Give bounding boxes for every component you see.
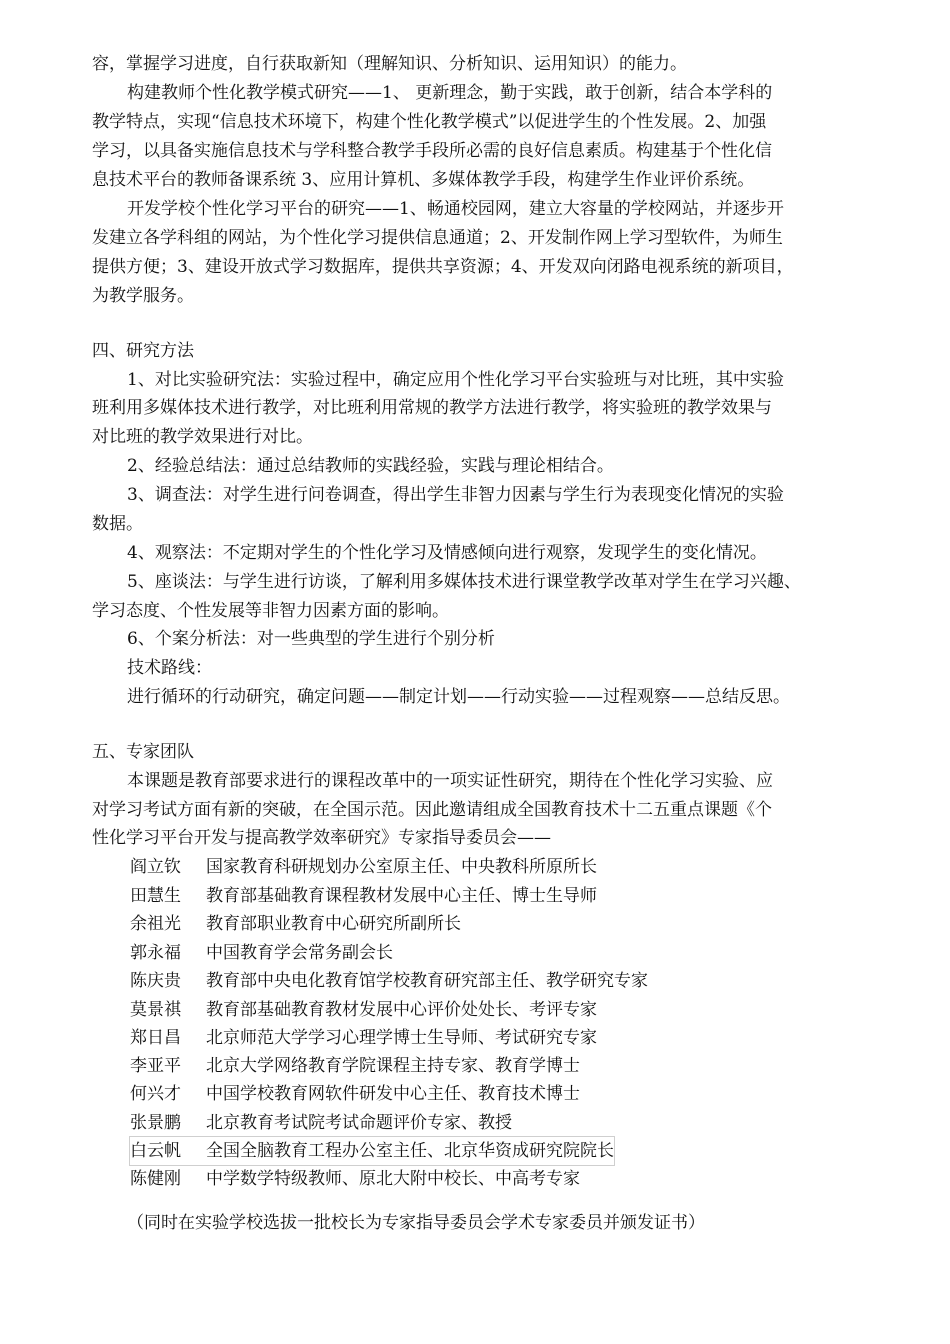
expert-list-item <box>130 1052 580 1080</box>
expert-title: 北京教育考试院考试命题评价专家、教授 <box>206 1113 512 1133</box>
expert-list-item <box>130 910 461 938</box>
paragraph-line: 6、个案分析法：对一些典型的学生进行个别分析 <box>127 629 495 649</box>
paragraph-line: 进行循环的行动研究，确定问题——制定计划——行动实验——过程观察——总结反思。 <box>127 687 790 707</box>
expert-list-item <box>130 1137 614 1165</box>
expert-list-item <box>130 967 648 995</box>
expert-name: 莫景祺 <box>130 1000 181 1020</box>
paragraph-line: 本课题是教育部要求进行的课程改革中的一项实证性研究，期待在个性化学习实验、应 <box>127 771 773 791</box>
paragraph-line: 5、座谈法：与学生进行访谈，了解利用多媒体技术进行课堂教学改革对学生在学习兴趣、 <box>127 572 801 592</box>
expert-name: 郭永福 <box>130 943 181 963</box>
paragraph-line: 学习态度、个性发展等非智力因素方面的影响。 <box>92 601 449 621</box>
paragraph-line: 3、调查法：对学生进行问卷调查，得出学生非智力因素与学生行为表现变化情况的实验 <box>127 485 784 505</box>
paragraph-line: 对学习考试方面有新的突破，在全国示范。因此邀请组成全国教育技术十二五重点课题《个 <box>92 800 772 820</box>
paragraph-line: 对比班的教学效果进行对比。 <box>92 427 313 447</box>
expert-title: 教育部职业教育中心研究所副所长 <box>206 914 461 934</box>
expert-name: 郑日昌 <box>130 1028 181 1048</box>
expert-name: 陈健刚 <box>130 1169 181 1189</box>
paragraph-line: 4、观察法：不定期对学生的个性化学习及情感倾向进行观察，发现学生的变化情况。 <box>127 543 767 563</box>
section-heading: 四、研究方法 <box>92 341 194 361</box>
paragraph-line: 容，掌握学习进度，自行获取新知（理解知识、分析知识、运用知识）的能力。 <box>92 54 687 74</box>
paragraph-line: 性化学习平台开发与提高教学效率研究》专家指导委员会—— <box>92 828 551 848</box>
expert-title: 教育部中央电化教育馆学校教育研究部主任、教学研究专家 <box>206 971 648 991</box>
expert-title: 教育部基础教育教材发展中心评价处处长、考评专家 <box>206 1000 597 1020</box>
paragraph-line: 为教学服务。 <box>92 286 194 306</box>
expert-name: 阎立钦 <box>130 857 181 877</box>
paragraph-line: 学习，以具备实施信息技术与学科整合教学手段所必需的良好信息素质。构建基于个性化信 <box>92 141 772 161</box>
paragraph-line: 1、对比实验研究法：实验过程中，确定应用个性化学习平台实验班与对比班，其中实验 <box>127 370 784 390</box>
paragraph-line: 2、经验总结法：通过总结教师的实践经验，实践与理论相结合。 <box>127 456 614 476</box>
expert-name: 何兴才 <box>130 1084 181 1104</box>
paragraph-line: 班利用多媒体技术进行教学，对比班利用常规的教学方法进行教学，将实验班的教学效果与 <box>92 398 772 418</box>
expert-title: 中国教育学会常务副会长 <box>206 943 393 963</box>
expert-name: 陈庆贵 <box>130 971 181 991</box>
expert-name: 李亚平 <box>130 1056 181 1076</box>
expert-list-item <box>130 1024 597 1052</box>
expert-list-item <box>130 882 597 910</box>
expert-title: 全国全脑教育工程办公室主任、北京华资成研究院院长 <box>206 1141 614 1161</box>
paragraph-line: 发建立各学科组的网站，为个性化学习提供信息通道；2、开发制作网上学习型软件，为师生 <box>92 228 783 248</box>
expert-name: 张景鹏 <box>130 1113 181 1133</box>
paragraph-line: 教学特点，实现“信息技术环境下，构建个性化教学模式”以促进学生的个性发展。2、加强 <box>92 112 767 132</box>
expert-title: 北京大学网络教育学院课程主持专家、教育学博士 <box>206 1056 580 1076</box>
expert-list-item <box>130 1165 580 1193</box>
expert-list-item <box>130 939 393 967</box>
expert-title: 教育部基础教育课程教材发展中心主任、博士生导师 <box>206 886 597 906</box>
expert-name: 余祖光 <box>130 914 181 934</box>
expert-list-item <box>130 1109 512 1137</box>
section-heading: 五、专家团队 <box>92 742 194 762</box>
paragraph-line: 技术路线： <box>127 658 212 678</box>
paragraph-line: 息技术平台的教师备课系统 3、应用计算机、多媒体教学手段，构建学生作业评价系统。 <box>92 170 755 190</box>
expert-title: 国家教育科研规划办公室原主任、中央教科所原所长 <box>206 857 597 877</box>
expert-name: 白云帆 <box>130 1141 181 1161</box>
expert-title: 中国学校教育网软件研发中心主任、教育技术博士 <box>206 1084 580 1104</box>
paragraph-line: 构建教师个性化教学模式研究——1、 更新理念，勤于实践，敢于创新，结合本学科的 <box>127 83 773 103</box>
expert-list-item <box>130 996 597 1024</box>
expert-title: 中学数学特级教师、原北大附中校长、中高考专家 <box>206 1169 580 1189</box>
expert-list-item <box>130 853 597 881</box>
expert-title: 北京师范大学学习心理学博士生导师、考试研究专家 <box>206 1028 597 1048</box>
expert-list-item <box>130 1080 580 1108</box>
footnote: （同时在实验学校选拔一批校长为专家指导委员会学术专家委员并颁发证书） <box>127 1213 705 1233</box>
paragraph-line: 开发学校个性化学习平台的研究——1、畅通校园网，建立大容量的学校网站，并逐步开 <box>127 199 784 219</box>
paragraph-line: 数据。 <box>92 514 143 534</box>
paragraph-line: 提供方便；3、建设开放式学习数据库，提供共享资源；4、开发双向闭路电视系统的新项目， <box>92 257 794 277</box>
expert-name: 田慧生 <box>130 886 181 906</box>
